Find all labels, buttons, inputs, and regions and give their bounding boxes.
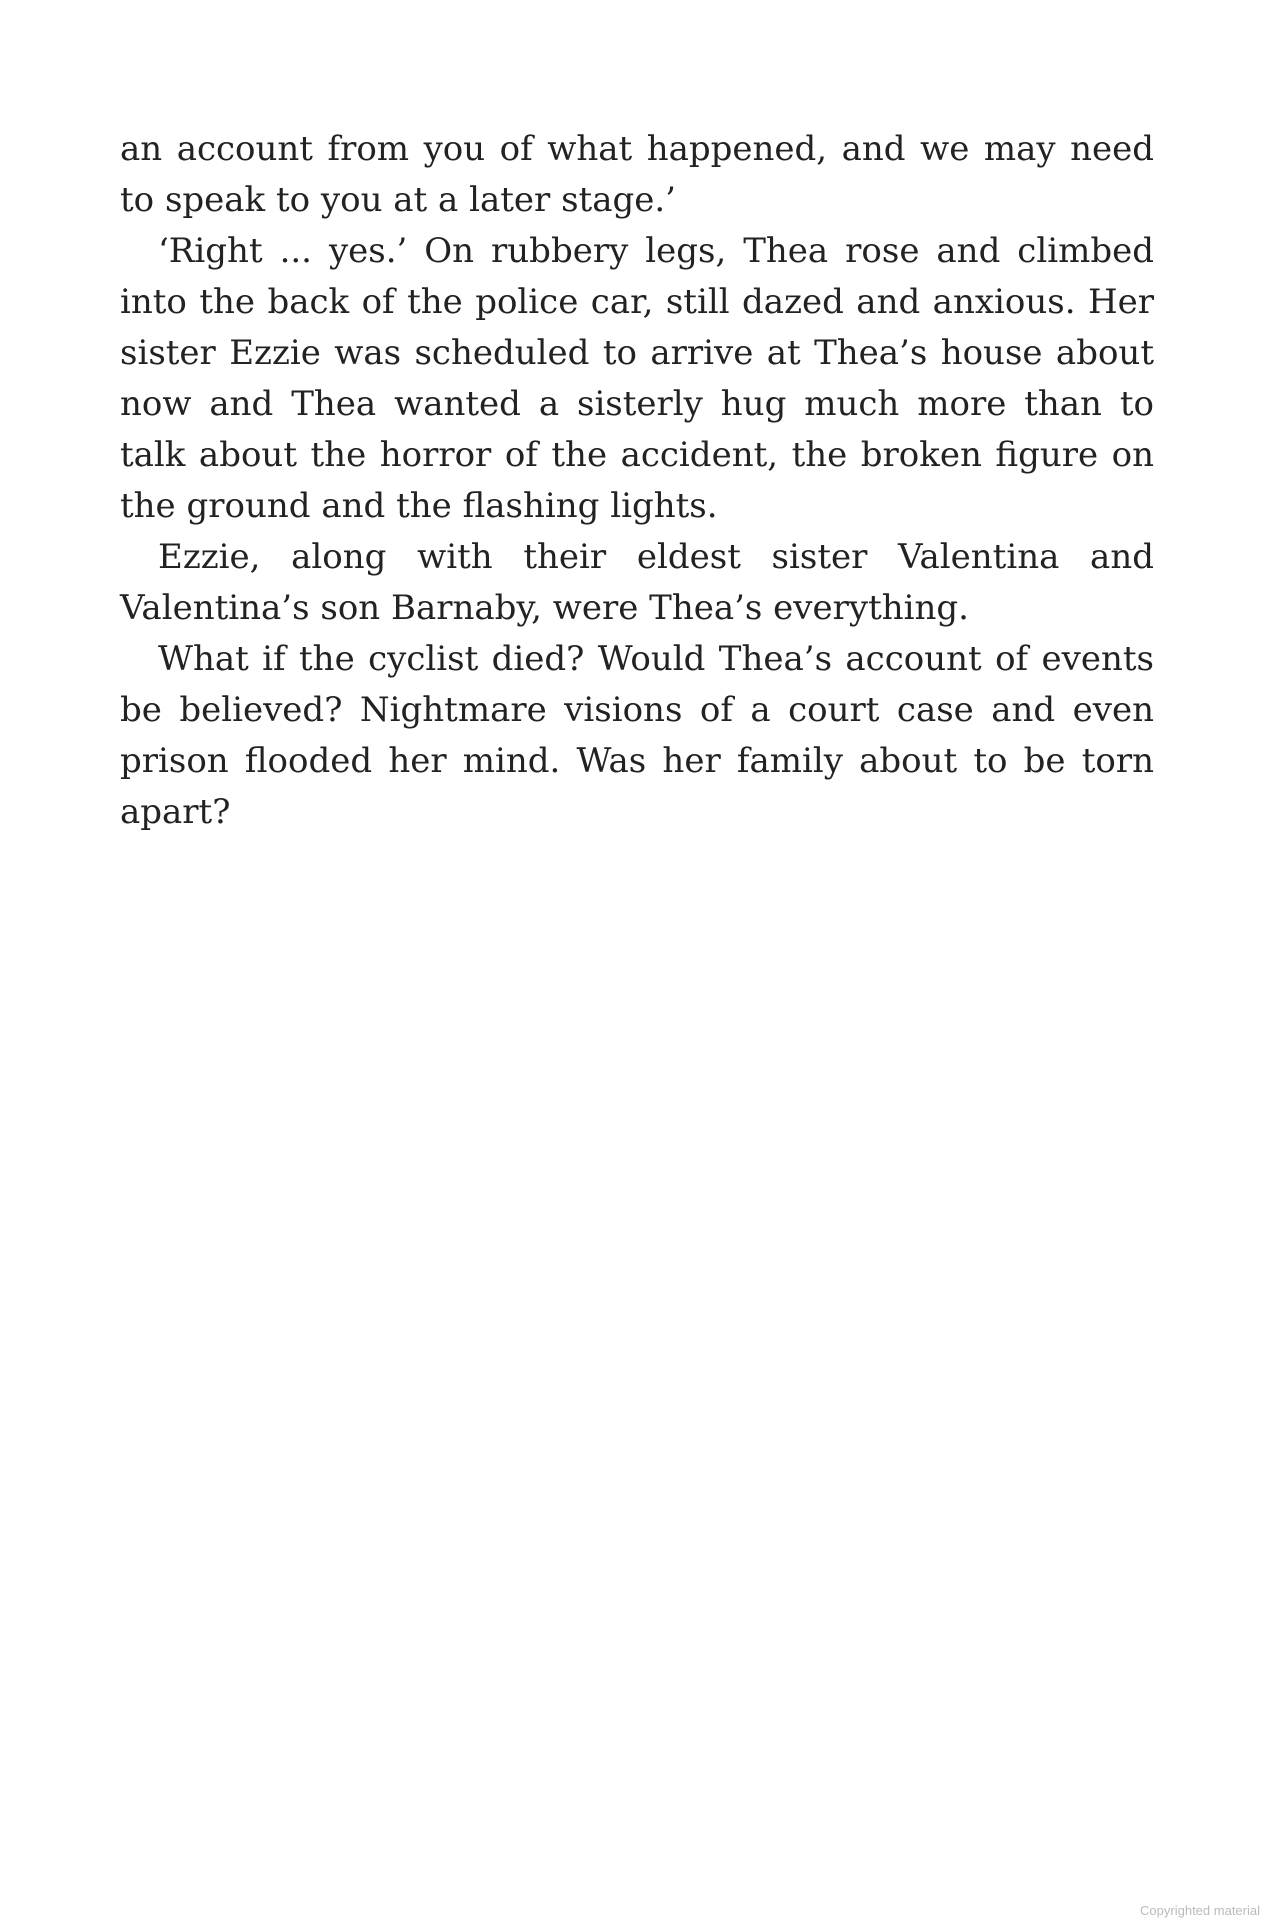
paragraph: What if the cyclist died? Would Thea’s account of events be believed? Nightmare visions of a court case and even prison flooded her mind. Was her family about to be torn apart? [120, 639, 1154, 832]
body-text [120, 124, 1154, 838]
paragraph: Ezzie, along with their eldest sister Valentina and Valentina’s son Barnaby, were Thea’s everything. [120, 537, 1154, 628]
copyright-notice: Copyrighted material [1140, 1903, 1260, 1918]
paragraph: ‘Right ... yes.’ On rubbery legs, Thea rose and climbed into the back of the police car, still dazed and anxious. Her sister Ezzie was scheduled to arrive at Thea’s house about now and Thea wanted a sisterly hug much more than to talk about the horror of the accident, the broken figure on the ground and the flashing lights. [120, 231, 1154, 526]
paragraph: an account from you of what happened, and we may need to speak to you at a later stage.’ [120, 129, 1154, 220]
